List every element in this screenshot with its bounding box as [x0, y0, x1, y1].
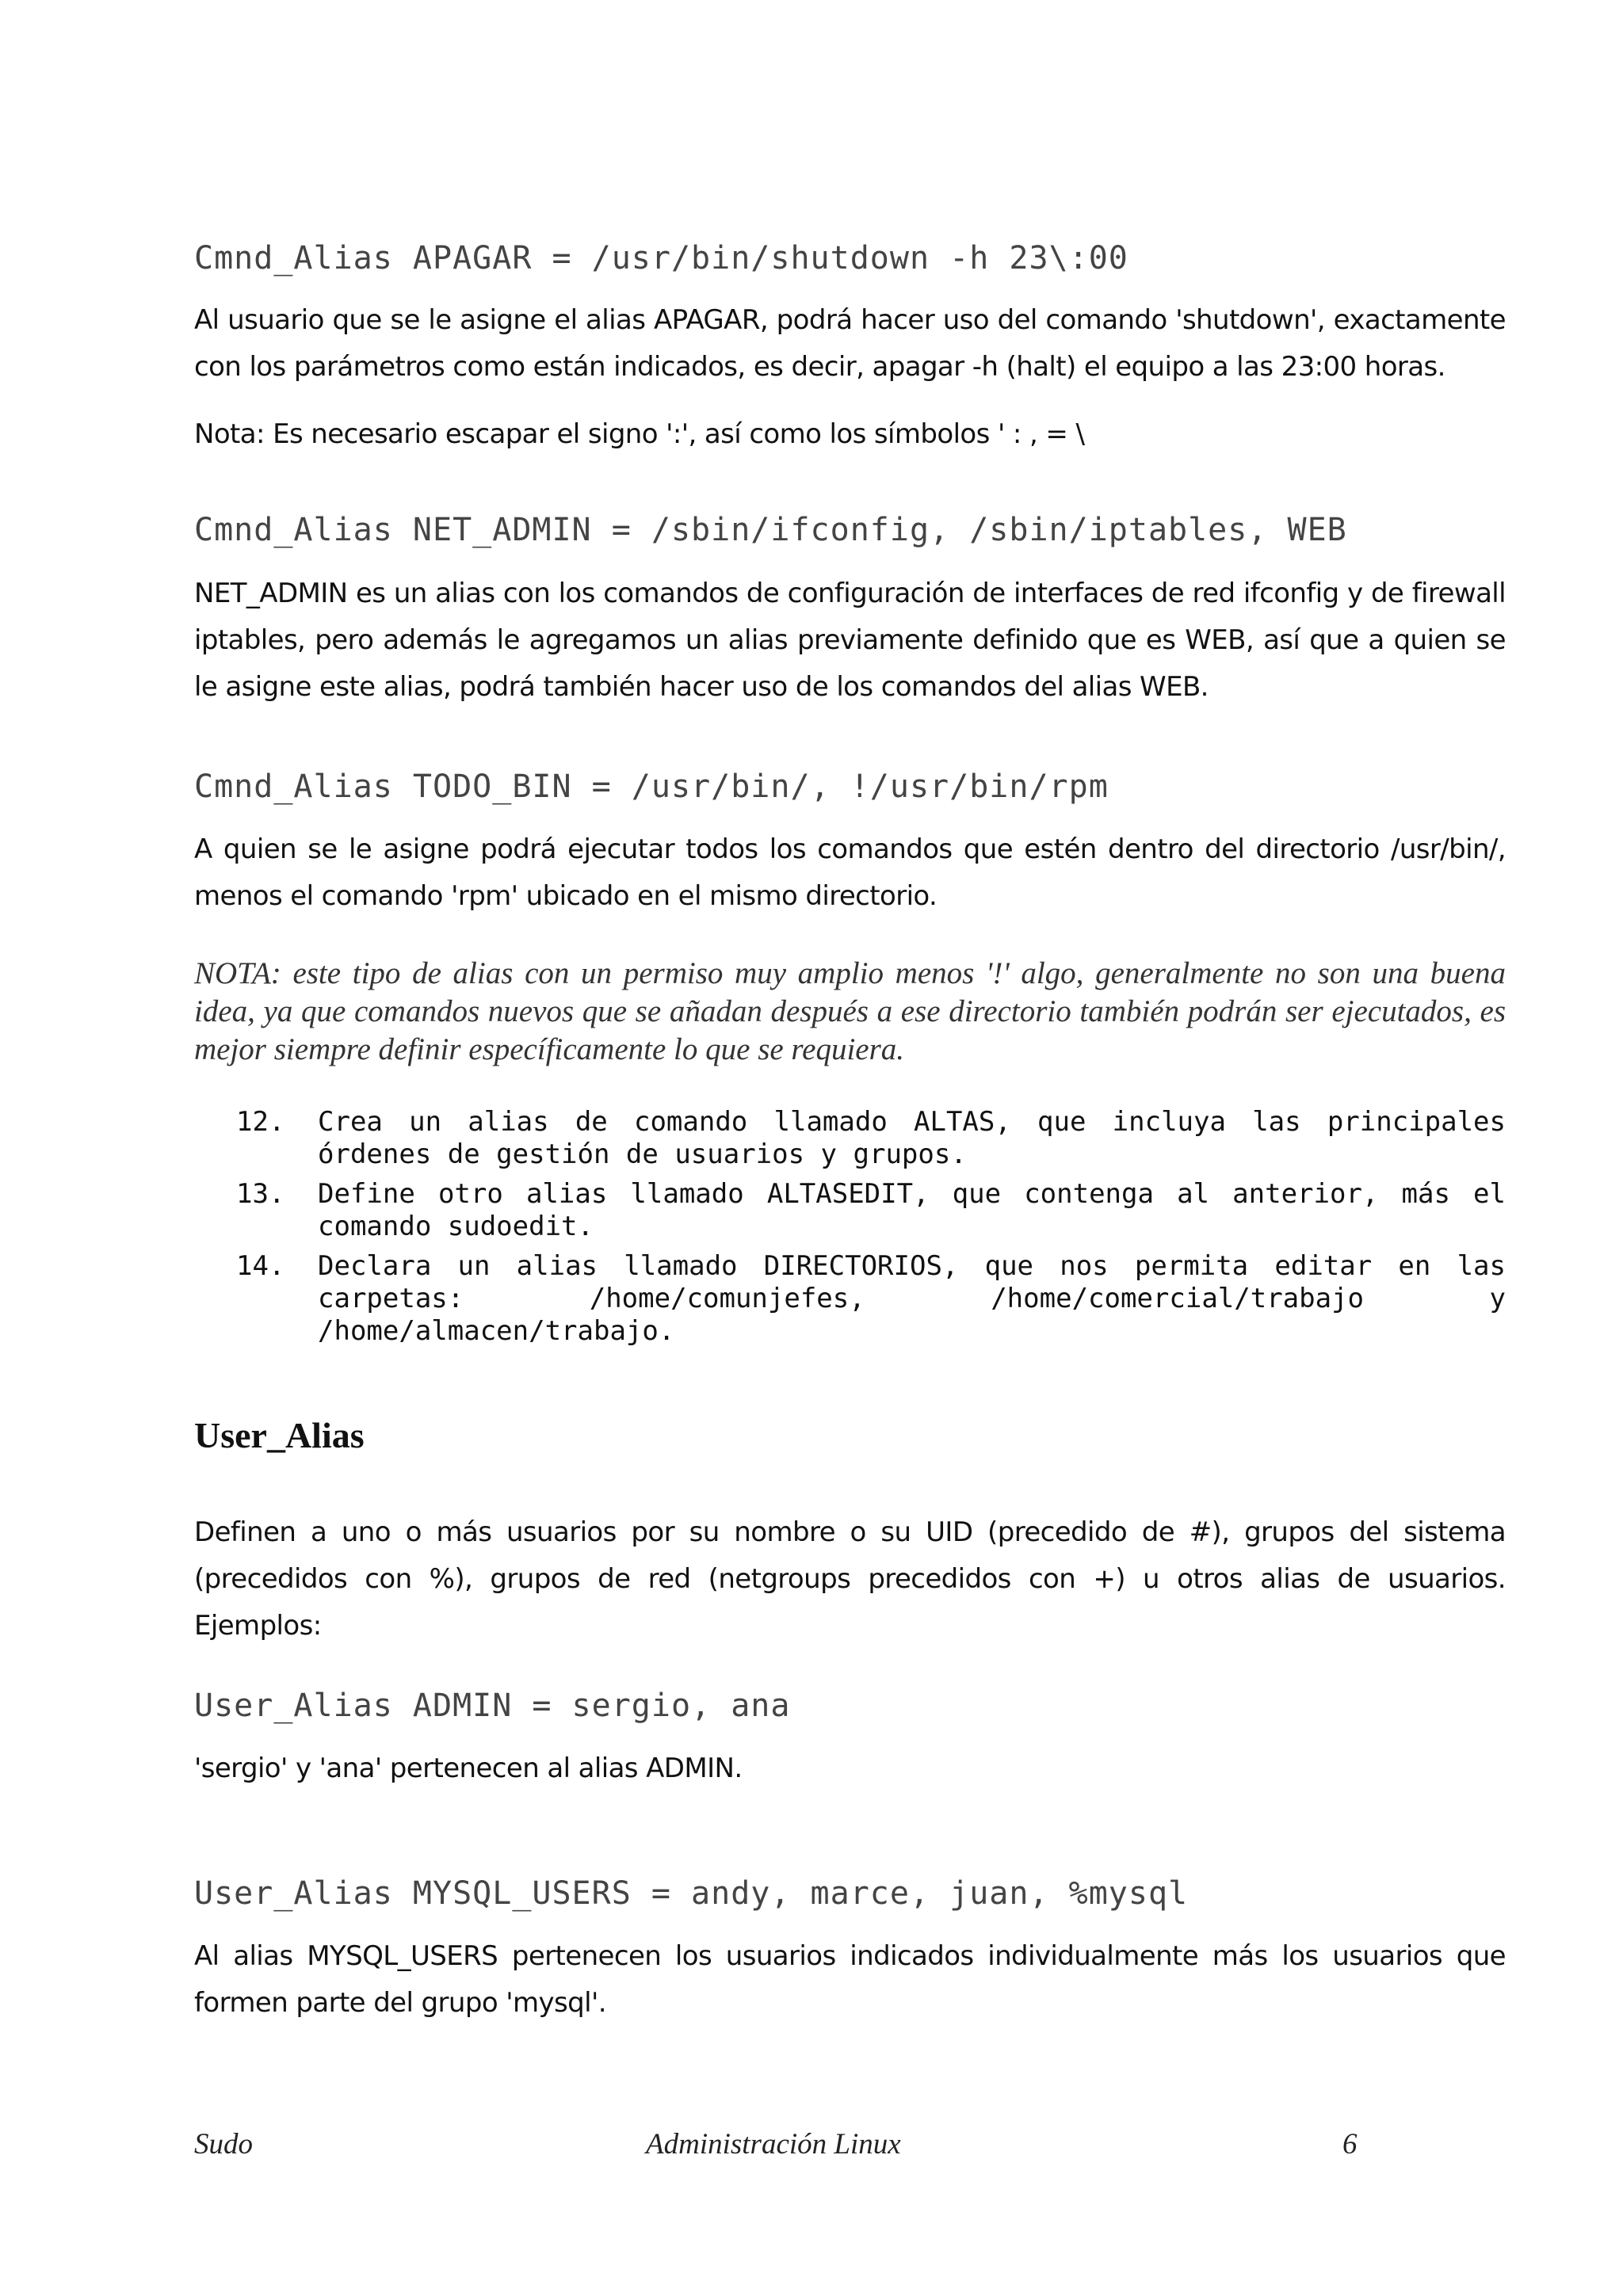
exercise-item [236, 1250, 1506, 1348]
footer-left: Sudo [194, 2128, 253, 2161]
page-number: 6 [1342, 2128, 1358, 2161]
code-line-apagar: Cmnd_Alias APAGAR = /usr/bin/shutdown -h 23\:00 [194, 240, 1128, 277]
code-line-todo-bin: Cmnd_Alias TODO_BIN = /usr/bin/, !/usr/bin/rpm [194, 769, 1109, 805]
exercise-number: 13. [236, 1178, 285, 1210]
section-heading: User_Alias [194, 1415, 365, 1455]
code-line-mysql-users: User_Alias MYSQL_USERS = andy, marce, juan, %mysql [194, 1875, 1189, 1912]
section-intro: Definen a uno o más usuarios por su nombre o su UID (precedido de #), grupos del sistema (precedidos con %), grupos de red (netgroups precedidos con +) u otros alias de usuarios. Ejemplos: [194, 1516, 1506, 1642]
paragraph-apagar: Al usuario que se le asigne el alias APAGAR, podrá hacer uso del comando 'shutdown', exactamente con los parámetros como están indicados, es decir, apagar -h (halt) el equipo a las 23:00 horas. [194, 304, 1506, 383]
italic-note: NOTA: este tipo de alias con un permiso muy amplio menos '!' algo, generalmente no son una buena idea, ya que comandos nuevos que se añadan después a ese directorio también podrán ser ejecutados, es mejor siempre definir específicamente lo que se requiera. [194, 956, 1506, 1066]
paragraph-net-admin: NET_ADMIN es un alias con los comandos de configuración de interfaces de red ifconfig y de firewall iptables, pero además le agregamos un alias previamente definido que es WEB, así que a quien se le asigne este alias, podrá también hacer uso de los comandos del alias WEB. [194, 578, 1506, 703]
exercise-item [236, 1106, 1506, 1171]
exercise-list [236, 1106, 1506, 1355]
code-line-net-admin: Cmnd_Alias NET_ADMIN = /sbin/ifconfig, /sbin/iptables, WEB [194, 512, 1347, 548]
footer-center: Administración Linux [646, 2128, 901, 2161]
paragraph-mysql-users: Al alias MYSQL_USERS pertenecen los usuarios indicados individualmente más los usuarios que formen parte del grupo 'mysql'. [194, 1940, 1506, 2019]
paragraph-user-admin: 'sergio' y 'ana' pertenecen al alias ADMIN. [194, 1753, 743, 1784]
exercise-number: 14. [236, 1250, 285, 1282]
exercise-text: Define otro alias llamado ALTASEDIT, que contenga al anterior, más el comando sudoedit. [318, 1178, 1506, 1242]
paragraph-todo-bin: A quien se le asigne podrá ejecutar todos los comandos que estén dentro del directorio /usr/bin/, menos el comando 'rpm' ubicado en el mismo directorio. [194, 833, 1506, 912]
exercise-number: 12. [236, 1106, 285, 1138]
exercise-text: Crea un alias de comando llamado ALTAS, que incluya las principales órdenes de gestión de usuarios y grupos. [318, 1106, 1506, 1170]
note-escape: Nota: Es necesario escapar el signo ':', así como los símbolos ' : , = \ [194, 418, 1085, 450]
exercise-text: Declara un alias llamado DIRECTORIOS, que nos permita editar en las carpetas: /home/comunjefes, /home/comercial/trabajo y /home/almacen/trabajo. [318, 1250, 1506, 1347]
exercise-item [236, 1178, 1506, 1243]
code-line-user-admin: User_Alias ADMIN = sergio, ana [194, 1688, 791, 1724]
